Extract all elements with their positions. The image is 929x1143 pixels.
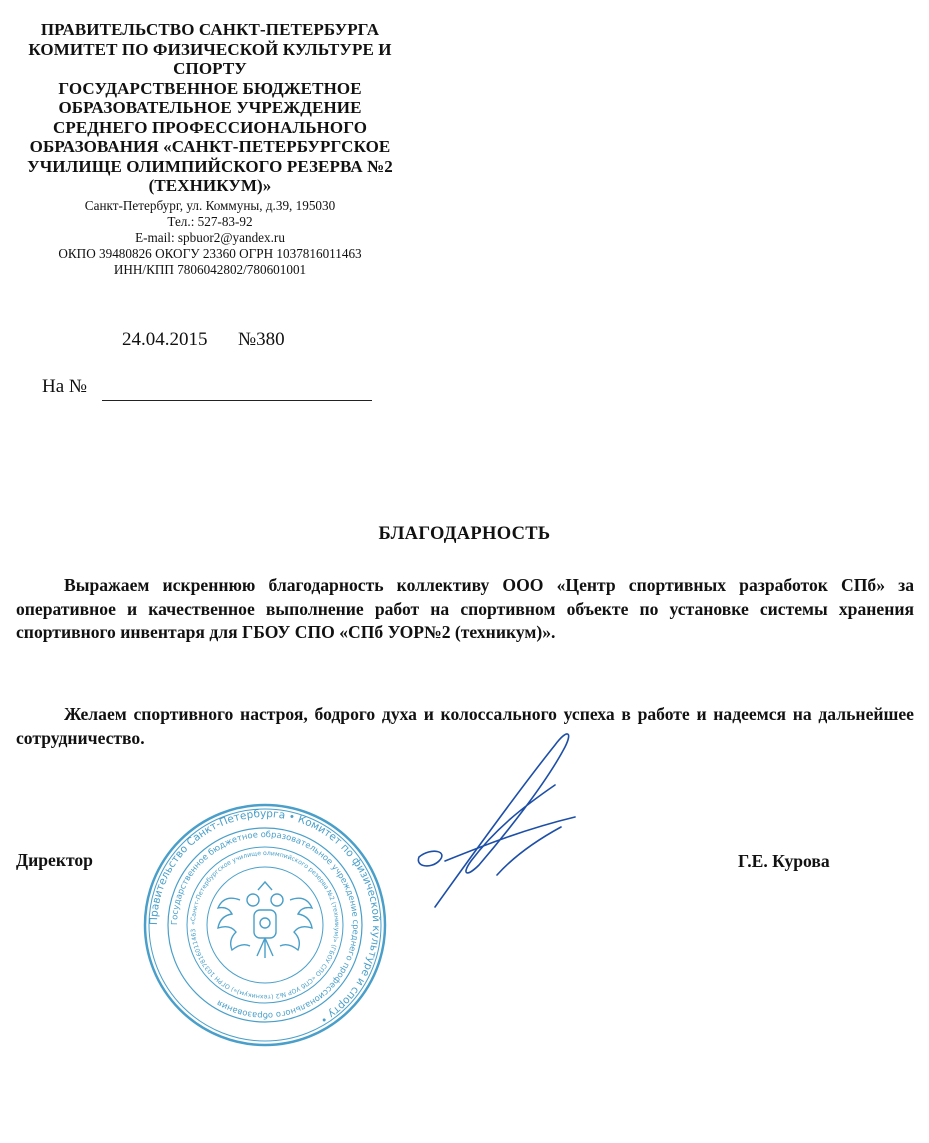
stamp-outer-text: Правительство Санкт-Петербурга • Комитет по физической культуре и спорту • xyxy=(147,807,383,1026)
letterhead-phone: Тел.: 527-83-92 xyxy=(167,213,253,229)
signer-role: Директор xyxy=(16,850,93,870)
letterhead-line: ПРАВИТЕЛЬСТВО САНКТ-ПЕТЕРБУРГА xyxy=(40,20,380,39)
letterhead-line: ОБРАЗОВАТЕЛЬНОЕ УЧРЕЖДЕНИЕ xyxy=(58,98,362,117)
letterhead-line: ОБРАЗОВАНИЯ «САНКТ-ПЕТЕРБУРГСКОЕ xyxy=(29,137,391,156)
letterhead-line: КОМИТЕТ ПО ФИЗИЧЕСКОЙ КУЛЬТУРЕ И xyxy=(28,39,392,59)
signer-name: Г.Е. Курова xyxy=(738,851,830,871)
letterhead-line: СПОРТУ xyxy=(173,59,247,78)
letterhead-address: Санкт-Петербург, ул. Коммуны, д.39, 195030 xyxy=(84,197,336,213)
reference-label: На № xyxy=(42,376,88,397)
body-paragraph-2: Желаем спортивного настроя, бодрого духа и колоссального успеха в работе и надеемся на дальнейшее сотрудничество. xyxy=(16,704,914,748)
letterhead-line: (ТЕХНИКУМ)» xyxy=(148,176,272,195)
document-title: БЛАГОДАРНОСТЬ xyxy=(378,524,551,544)
reference-blank-line xyxy=(102,400,372,401)
letterhead-inn: ИНН/КПП 7806042802/780601001 xyxy=(113,261,307,277)
eagle-emblem-icon xyxy=(218,882,312,958)
letterhead-line: УЧИЛИЩЕ ОЛИМПИЙСКОГО РЕЗЕРВА №2 xyxy=(27,156,393,176)
letterhead-line: СРЕДНЕГО ПРОФЕССИОНАЛЬНОГО xyxy=(52,117,368,137)
letterhead-email: E-mail: spbuor2@yandex.ru xyxy=(135,229,285,245)
letterhead xyxy=(0,20,420,278)
letterhead-line: ГОСУДАРСТВЕННОЕ БЮДЖЕТНОЕ xyxy=(58,78,362,98)
body-paragraph-1: Выражаем искреннюю благодарность коллективу ООО «Центр спортивных разработок СПб» за оперативное и качественное выполнение работ на спортивном объекте по установке системы хранения спортивного инвентаря для ГБОУ СПО «СПб УОР№2 (техникум)». xyxy=(16,575,914,642)
document-date: 24.04.2015 xyxy=(122,329,208,350)
letterhead-codes: ОКПО 39480826 ОКОГУ 23360 ОГРН 1037816011463 xyxy=(58,245,362,261)
stamp-inner-text: «Санкт-Петербургское училище олимпийского резерва №2 (техникум)» (ГБОУ СПО «СПб УОР №2 (техникум)») ОГРН 1037816011463 xyxy=(189,849,341,1001)
stamp-middle-text: Государственное бюджетное образовательное учреждение среднего профессионального образования xyxy=(168,828,362,1022)
handwritten-signature xyxy=(405,725,585,915)
document-number: №380 xyxy=(238,329,285,350)
official-stamp xyxy=(140,800,390,1050)
